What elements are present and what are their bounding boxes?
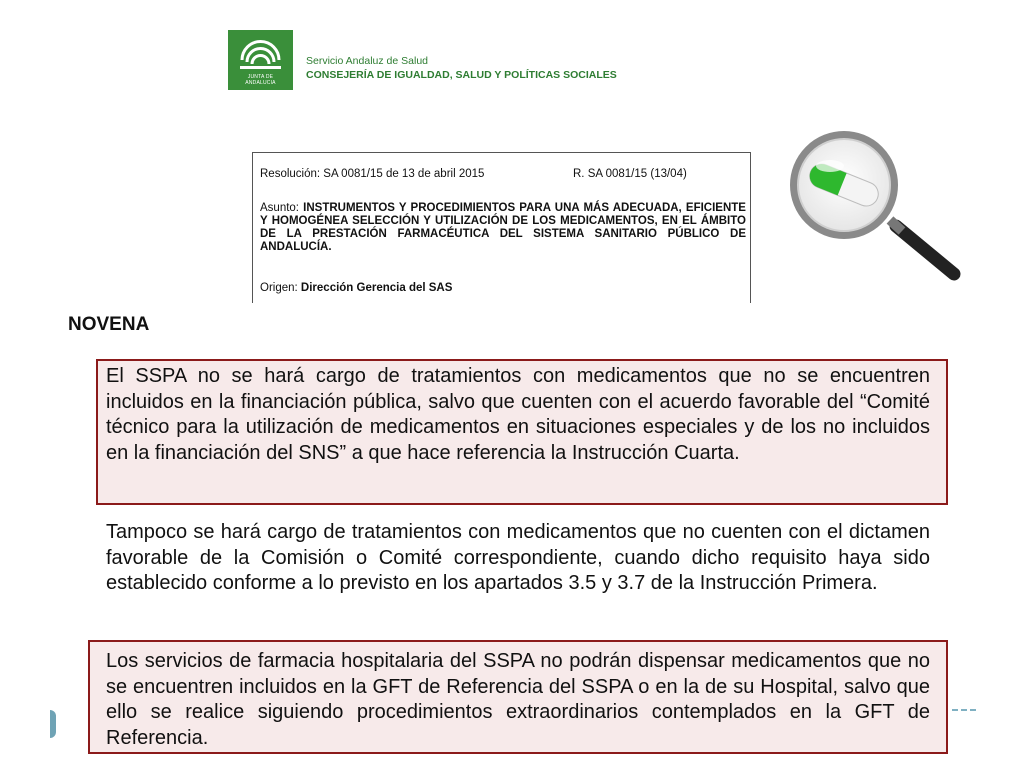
org-line-1: Servicio Andaluz de Salud [306, 55, 428, 67]
subject-text: INSTRUMENTOS Y PROCEDIMIENTOS PARA UNA MÁS ADECUADA, EFICIENTE Y HOMOGÉNEA SELECCIÓN Y UTILIZACIÓN DE LOS MEDICAMENTOS, EN EL ÁMBITO DE LA PRESTACIÓN FARMACÉUTICA DEL SISTEMA SANITARIO PÚBLICO DE ANDALUCÍA. [260, 202, 746, 253]
paragraph-1: El SSPA no se hará cargo de tratamientos con medicamentos que no se encuentren incluidos en la financiación pública, salvo que cuenten con el acuerdo favorable del “Comité técnico para la utilización de medicamentos en situaciones especiales y de los no incluidos en la financiación del SNS” a que hace referencia la Instrucción Cuarta. [106, 365, 930, 464]
resolution-subject [260, 202, 746, 254]
slide-edge-decoration [50, 710, 56, 738]
junta-andalucia-logo [228, 30, 293, 90]
section-heading: NOVENA [68, 314, 150, 335]
resolution-excerpt [252, 152, 751, 303]
paragraph-3: Los servicios de farmacia hospitalaria del SSPA no podrán dispensar medicamentos que no se encuentren incluidos en la GFT de Referencia del SSPA o en la de su Hospital, salvo que ello se realice siguiendo procedimientos extraordinarios contemplados en la GFT de Referencia. [106, 650, 930, 749]
subject-label: Asunto: [260, 202, 304, 214]
organization-name [306, 54, 617, 82]
resolution-origin [260, 282, 452, 294]
origin-text: Dirección Gerencia del SAS [300, 282, 453, 294]
resolution-ref: R. SA 0081/15 (13/04) [573, 168, 687, 180]
org-line-2: CONSEJERÍA DE IGUALDAD, SALUD Y POLÍTICAS SOCIALES [306, 69, 617, 81]
origin-label: Origen: [260, 282, 301, 294]
slide-dash-decoration [952, 709, 976, 711]
magnifier-pill-illustration [778, 128, 978, 298]
paragraph-2: Tampoco se hará cargo de tratamientos con medicamentos que no cuenten con el dictamen favorable de la Comisión o Comité correspondiente, cuando dicho requisito haya sido establecido conforme a lo previsto en los apartados 3.5 y 3.7 de la Instrucción Primera. [106, 521, 930, 594]
logo-caption: JUNTA DE ANDALUCIA [245, 74, 276, 86]
resolution-number: Resolución: SA 0081/15 de 13 de abril 2015 [260, 168, 485, 180]
